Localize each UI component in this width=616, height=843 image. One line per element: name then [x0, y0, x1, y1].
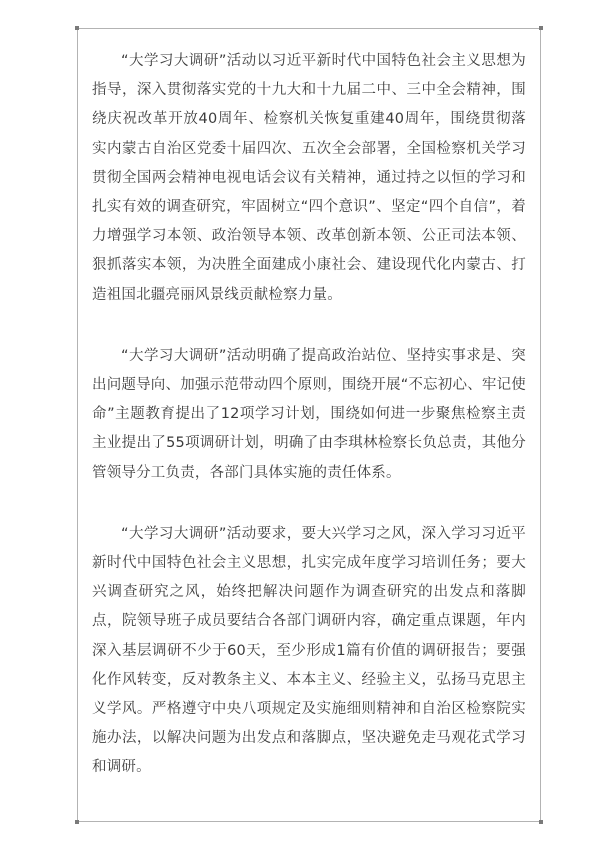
- article-frame: [77, 28, 541, 822]
- paragraph-requirements: “大学习大调研”活动要求，要大兴学习之风，深入学习习近平新时代中国特色社会主义思想，扎实完成年度学习培训任务；要大兴调查研究之风，始终把解决问题作为调查研究的出发点和落脚点，院领导班子成员要结合各部门调研内容，确定重点课题，年内深入基层调研不少于60天，至少形成1篇有价值的调研报告；要强化作风转变，反对教条主义、本本主义、经验主义，弘扬马克思主义学风。严格遵守中央八项规定及实施细则精神和自治区检察院实施办法，以解决问题为出发点和落脚点，坚决避免走马观花式学习和调研。: [92, 525, 526, 776]
- paragraph-objectives: “大学习大调研”活动以习近平新时代中国特色社会主义思想为指导，深入贯彻落实党的十九大和十九届二中、三中全会精神，围绕庆祝改革开放40周年、检察机关恢复重建40周年，围绕贯彻落实内蒙古自治区党委十届四次、五次全会部署，全国检察机关学习贯彻全国两会精神电视电话会议有关精神，通过持之以恒的学习和扎实有效的调查研究，牢固树立“四个意识”、坚定“四个自信”，着力增强学习本领、政治领导本领、改革创新本领、公正司法本领、狠抓落实本领，为决胜全面建成小康社会、建设现代化内蒙古、打造祖国北疆亮丽风景线贡献检察力量。: [92, 53, 526, 303]
- frame-corner-bottom-right: [539, 820, 543, 824]
- paragraph-principles: “大学习大调研”活动明确了提高政治站位、坚持实事求是、突出问题导向、加强示范带动四个原则，围绕开展“不忘初心、牢记使命”主题教育提出了12项学习计划，围绕如何进一步聚焦检察主责主业提出了55项调研计划，明确了由李琪林检察长负总责，其他分管领导分工负责，各部门具体实施的责任体系。: [92, 347, 526, 481]
- frame-corner-top-left: [75, 26, 79, 30]
- article-body: [92, 47, 526, 809]
- frame-corner-top-right: [539, 26, 543, 30]
- frame-corner-bottom-left: [75, 820, 79, 824]
